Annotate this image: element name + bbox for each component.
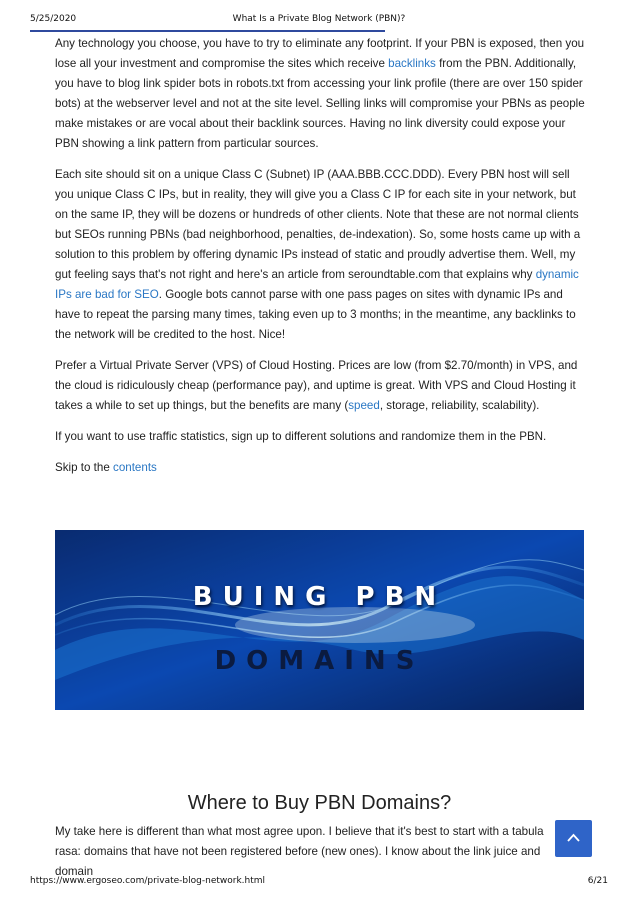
print-url: https://www.ergoseo.com/private-blog-network.html (30, 876, 266, 886)
section-intro: My take here is different than what most agree upon. I believe that it's best to start with a tabula rasa: domains that have not been registered before (new ones). I know about the link juice and domain (55, 825, 544, 878)
print-header (0, 0, 638, 30)
scroll-to-top-button[interactable] (555, 820, 592, 857)
paragraph-class-c-ip: Each site should sit on a unique Class C (Subnet) IP (AAA.BBB.CCC.DDD). Every PBN host will sell you unique Class C IPs, but in reality, they will give you a Class C IP for each site in your network, but on the same IP, they will be dozens or hundreds of other clients. Note that these are not normal clients but SEOs running PBNs (bad neighborhood, penalties, de-indexation). So, some hosts came up with a solution to this problem by offering dynamic IPs instead of static and proudly advertise them. Well, my gut feeling says that's not right and here's an article from seroundtable.com that explains why dynamic IPs are bad for SEO. Google bots cannot parse with one pass pages on sites with dynamic IPs and have to repeat the parsing many times, taking even up to 3 months; in the meantime, any backlinks to the network will be credited to the host. Nice! (55, 168, 581, 341)
section-heading: Where to Buy PBN Domains? (187, 792, 452, 814)
print-title: What Is a Private Blog Network (PBN)? (232, 14, 406, 24)
banner-line-1: BUING PBN (192, 582, 447, 612)
print-date: 5/25/2020 (30, 14, 77, 24)
link-backlinks[interactable]: backlinks (388, 57, 436, 70)
paragraph-skip: Skip to the contents (55, 461, 157, 474)
paragraph-vps: Prefer a Virtual Private Server (VPS) of Cloud Hosting. Prices are low (from $2.70/month) in VPS, and the cloud is ridiculously cheap (performance pay), and uptime is great. With VPS and Cloud Hosting it takes a while to set up things, but the benefits are many (speed, storage, reliability, scalability). (55, 359, 578, 412)
chevron-up-icon (567, 833, 580, 842)
banner-line-2: DOMAINS (214, 646, 425, 676)
reading-progress-bar (30, 30, 385, 32)
article-body (55, 34, 585, 489)
page-number: 6/21 (587, 876, 608, 886)
banner-background (55, 530, 584, 710)
paragraph-footprint: Any technology you choose, you have to try to eliminate any footprint. If your PBN is exposed, then you lose all your investment and compromise the sites which receive backlinks from the PBN. Additionally, you have to blog link spider bots in robots.txt from accessing your link profile (there are over 150 spider bots) at the webserver level and not at the site level. Selling links will compromise your PBNs as people make mistakes or are vocal about their backlink sources. Having no link diversity could expose your PBN showing a link pattern from particular sources. (55, 37, 585, 150)
banner-image (55, 530, 584, 710)
link-speed[interactable]: speed (348, 399, 380, 412)
link-dynamic-ips[interactable]: dynamic IPs are bad for SEO (55, 268, 579, 301)
paragraph-traffic-stats: If you want to use traffic statistics, sign up to different solutions and randomize them in the PBN. (55, 430, 547, 443)
link-contents[interactable]: contents (113, 461, 157, 474)
